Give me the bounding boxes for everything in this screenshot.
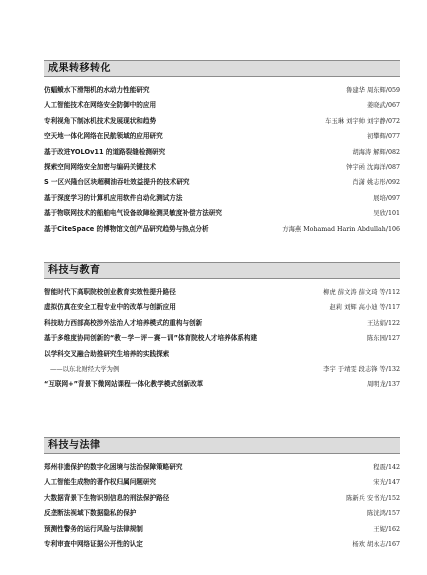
entry-title: S 一区兴隆台区块超稠油吞吐效益提升的技术研究 bbox=[44, 178, 190, 187]
entry-authors-page: 杨欢 胡永志/167 bbox=[352, 540, 400, 548]
entry-authors-page: 李宇 于靖雯 段志锋 等/132 bbox=[323, 365, 400, 373]
entry-title: 基于深度学习的计算机应用软件自动化测试方法 bbox=[44, 193, 183, 202]
entry-title: 大数据背景下生物识别信息的刑法保护路径 bbox=[44, 493, 170, 502]
entry-authors-page: 陈洸鸿/157 bbox=[366, 510, 400, 518]
entry-authors-page: 王妮/162 bbox=[373, 525, 400, 533]
entry-title: 以学科交叉融合助推研究生培养的实践探索 bbox=[44, 349, 170, 358]
entry-title: 人工智能生成物的著作权归属问题研究 bbox=[44, 478, 157, 487]
entry-title: 专利审查中网络证据公开性的认定 bbox=[44, 539, 143, 548]
entry-authors-page: 初攀辉/077 bbox=[366, 133, 400, 141]
entry-title: 仿蝠鲼水下滑翔机的水动力性能研究 bbox=[44, 86, 150, 94]
entry-title: 反垄断法视域下数据隐私的保护 bbox=[44, 509, 137, 518]
entry-authors-page: 陈新兵 安书光/152 bbox=[346, 494, 400, 502]
toc-entry[interactable] bbox=[44, 160, 400, 175]
entry-authors-page: 周明龙/137 bbox=[366, 381, 400, 389]
section-header-bar bbox=[44, 262, 400, 279]
entry-authors-page: 姜晓武/067 bbox=[366, 102, 400, 110]
toc-entry[interactable] bbox=[44, 191, 400, 206]
entry-subtitle: ——以东北财经大学为例 bbox=[50, 365, 120, 373]
toc-entry[interactable] bbox=[44, 285, 400, 300]
toc-entry[interactable] bbox=[44, 222, 400, 237]
entry-list bbox=[44, 460, 400, 552]
toc-entry[interactable] bbox=[44, 331, 400, 346]
section-title: 科技与教育 bbox=[48, 265, 101, 276]
entry-authors-page: 柳虎 薛文涛 薛文琦 等/112 bbox=[323, 289, 400, 296]
toc-entry[interactable] bbox=[44, 537, 400, 552]
toc-entry[interactable] bbox=[44, 460, 400, 475]
entry-authors-page: 方海燕 Mohamad Harin Abdullah/106 bbox=[282, 225, 400, 233]
section-science-education bbox=[0, 262, 427, 393]
toc-entry-subtitle[interactable] bbox=[44, 362, 400, 377]
entry-list bbox=[44, 285, 400, 393]
entry-title: 专利视角下制冰机技术发展现状和趋势 bbox=[44, 116, 157, 125]
toc-entry[interactable] bbox=[44, 491, 400, 506]
toc-entry[interactable] bbox=[44, 347, 400, 362]
toc-entry[interactable] bbox=[44, 377, 400, 392]
toc-entry[interactable] bbox=[44, 506, 400, 521]
entry-authors-page: 吴欣/101 bbox=[373, 210, 400, 218]
toc-entry[interactable] bbox=[44, 98, 400, 113]
toc-entry[interactable] bbox=[44, 475, 400, 490]
entry-authors-page: 陈东园/127 bbox=[366, 335, 400, 343]
entry-title: 基于CiteSpace 的博物馆文创产品研究趋势与热点分析 bbox=[44, 224, 209, 233]
entry-title: 基于多维度协同创新的“教－学－评－赛－训”体育院校人才培养体系构建 bbox=[44, 334, 258, 343]
toc-entry[interactable] bbox=[44, 522, 400, 537]
entry-list bbox=[44, 83, 400, 237]
entry-title: 空天地一体化网络在民航领域的应用研究 bbox=[44, 132, 163, 141]
entry-authors-page: 王达娟/122 bbox=[366, 319, 400, 327]
entry-title: 人工智能技术在网络安全防御中的应用 bbox=[44, 101, 157, 110]
entry-authors-page: 车玉琳 刘宇帅 刘宇静/072 bbox=[325, 117, 400, 125]
entry-authors-page: 宋光/147 bbox=[373, 479, 400, 487]
toc-entry[interactable] bbox=[44, 83, 400, 98]
section-title: 科技与法律 bbox=[48, 440, 101, 451]
toc-entry[interactable] bbox=[44, 175, 400, 190]
entry-title: 郑州非遗保护的数字化困境与法治保障策略研究 bbox=[44, 463, 183, 471]
section-science-law bbox=[0, 437, 427, 552]
entry-authors-page: 程震/142 bbox=[373, 464, 400, 471]
toc-entry[interactable] bbox=[44, 206, 400, 221]
toc-entry[interactable] bbox=[44, 129, 400, 144]
entry-authors-page: 钟宇函 沈海洋/087 bbox=[346, 163, 400, 171]
section-title: 成果转移转化 bbox=[48, 63, 111, 74]
entry-title: “互联网+”背景下微网站课程一体化教学模式创新改革 bbox=[44, 380, 204, 389]
entry-title: 基于改进YOLOv11 的道路裂缝检测研究 bbox=[44, 147, 166, 156]
entry-authors-page: 胡海涛 解辉/082 bbox=[352, 148, 400, 156]
entry-title: 探索空间网络安全加密与编码关键技术 bbox=[44, 162, 157, 171]
entry-title: 智能时代下高职院校创业教育实效性提升路径 bbox=[44, 288, 176, 296]
entry-title: 虚拟仿真在安全工程专业中的改革与创新应用 bbox=[44, 303, 176, 312]
toc-entry[interactable] bbox=[44, 316, 400, 331]
entry-title: 预测性警务的运行风险与法律规制 bbox=[44, 524, 143, 533]
entry-authors-page: 展培/097 bbox=[373, 194, 400, 202]
section-achievement-transfer bbox=[0, 60, 427, 237]
toc-entry[interactable] bbox=[44, 114, 400, 129]
toc-entry[interactable] bbox=[44, 145, 400, 160]
toc-entry[interactable] bbox=[44, 300, 400, 315]
section-header-bar bbox=[44, 60, 400, 77]
entry-title: 科技助力西部高校涉外法治人才培养模式的重构与创新 bbox=[44, 318, 203, 327]
entry-title: 基于物联网技术的船舶电气设备故障检测灵敏度补偿方法研究 bbox=[44, 209, 223, 218]
entry-authors-page: 赵莉 刘辉 高小迪 等/117 bbox=[329, 304, 400, 312]
entry-authors-page: 鲁建华 周东辉/059 bbox=[346, 87, 400, 94]
section-header-bar bbox=[44, 437, 400, 454]
entry-authors-page: 肖潇 姚志彤/092 bbox=[352, 179, 400, 187]
